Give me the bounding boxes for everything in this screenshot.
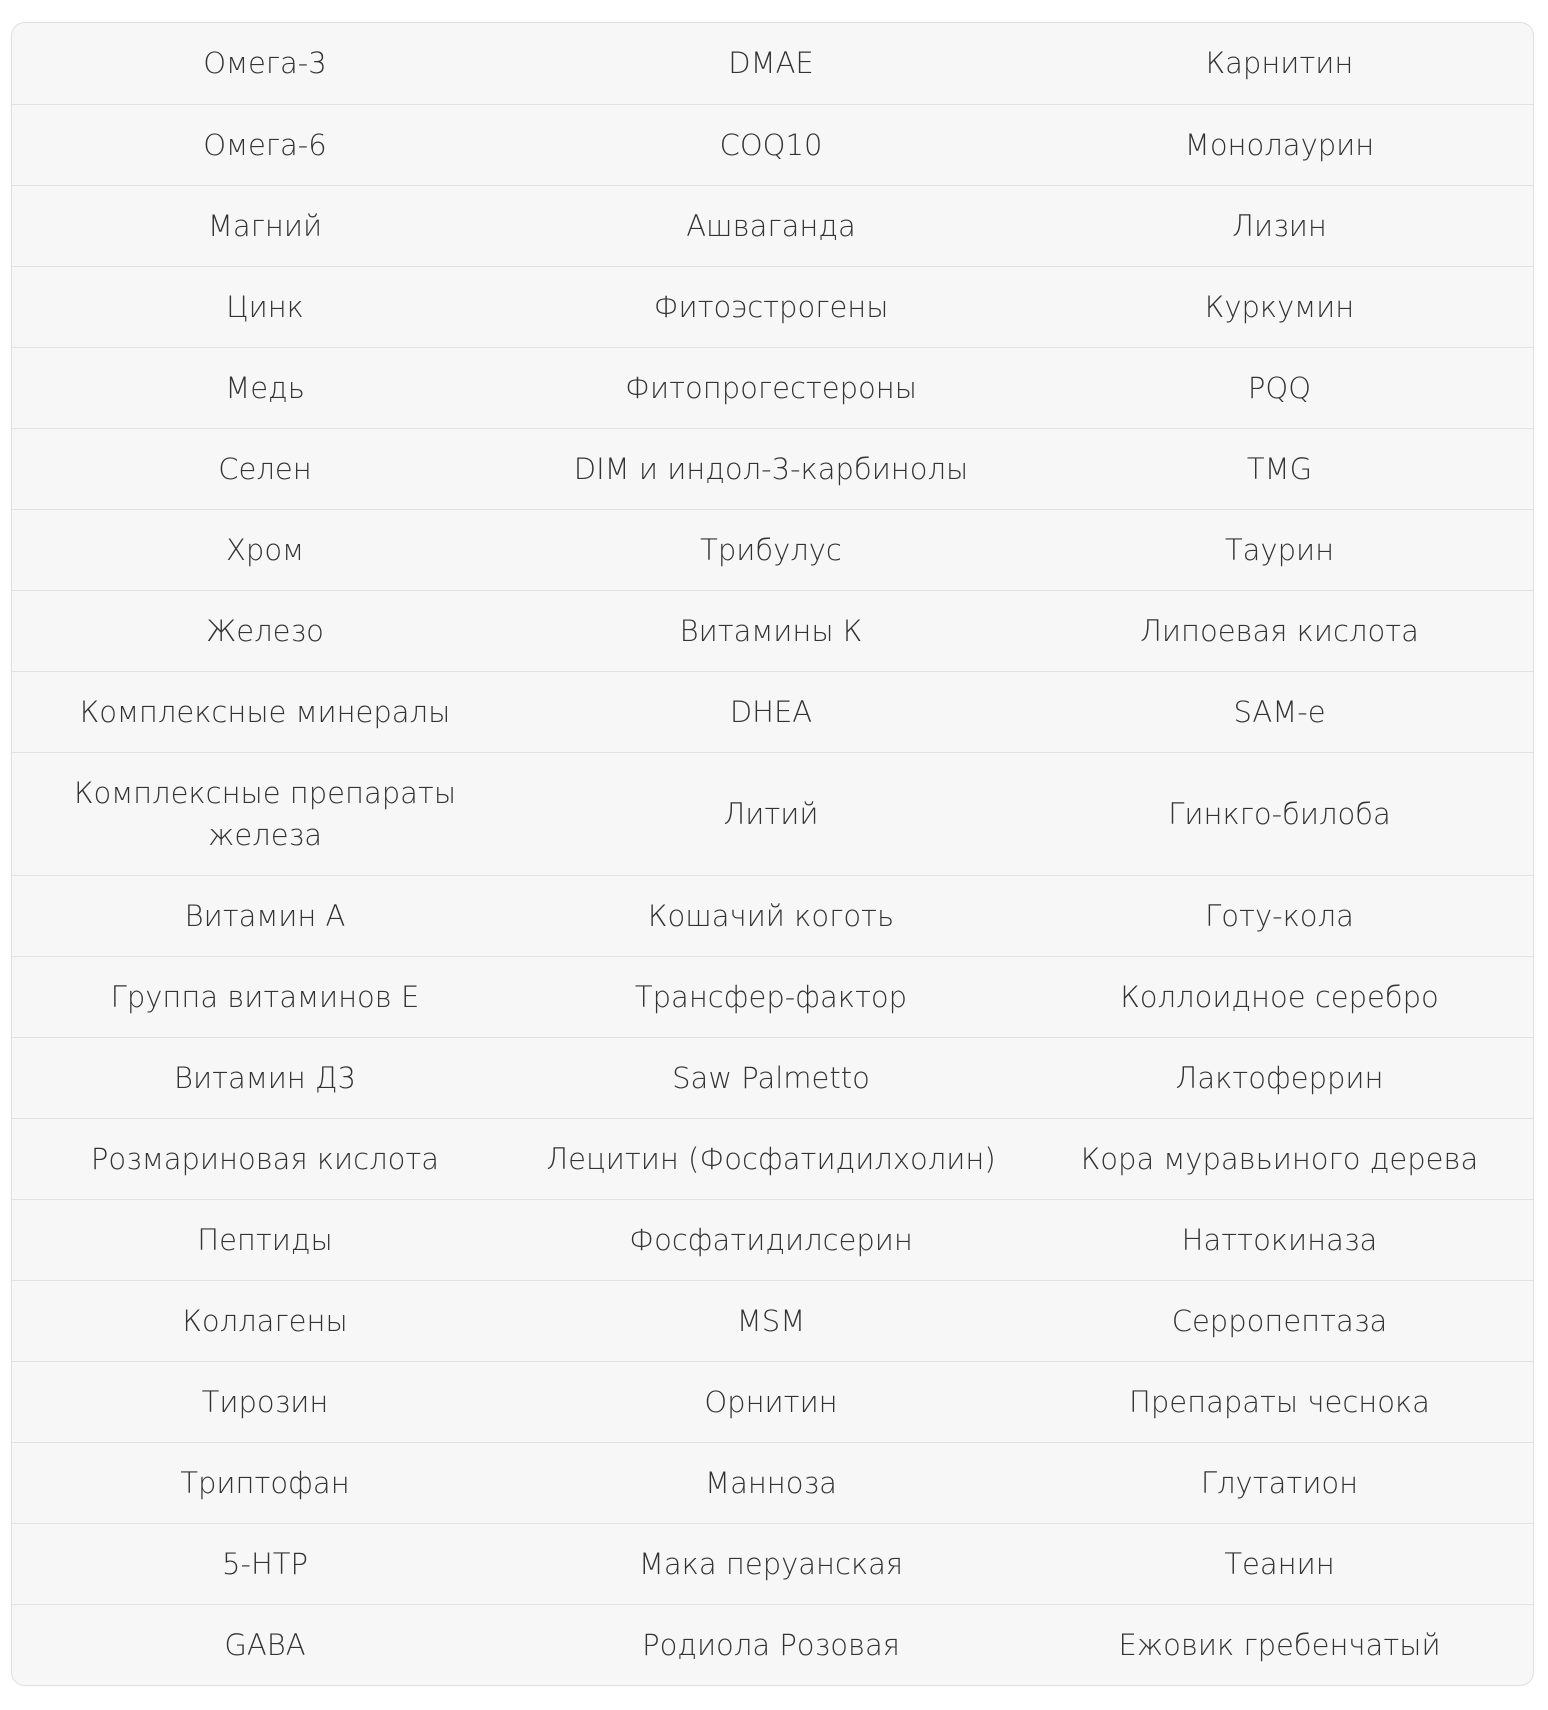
table-cell: Коллагены (12, 1280, 518, 1361)
table-row (12, 1604, 1534, 1685)
table-cell: Пептиды (12, 1199, 518, 1280)
table-row (12, 185, 1534, 266)
table-cell: Мака перуанская (518, 1523, 1024, 1604)
table-row (12, 1118, 1534, 1199)
table-row (12, 1037, 1534, 1118)
table-cell: DHEA (518, 671, 1024, 752)
table-cell: Манноза (518, 1442, 1024, 1523)
table-row (12, 956, 1534, 1037)
table-cell: Глутатион (1024, 1442, 1534, 1523)
table-cell: Монолаурин (1024, 104, 1534, 185)
table-cell: Селен (12, 428, 518, 509)
table-cell: GABA (224, 1627, 306, 1662)
table-cell: Магний (12, 185, 518, 266)
table-row (12, 1199, 1534, 1280)
table-cell: Гинкго-билоба (1024, 752, 1534, 875)
table-cell: Хром (12, 509, 518, 590)
table-cell: Витамин Д3 (12, 1037, 518, 1118)
table-cell: Препараты чеснока (1024, 1361, 1534, 1442)
table-cell: SAM-е (1024, 671, 1534, 752)
table-cell: Орнитин (518, 1361, 1024, 1442)
supplements-table-card (11, 22, 1534, 1686)
table-cell: Липоевая кислота (1024, 590, 1534, 671)
table-cell: Кора муравьиного дерева (1024, 1118, 1534, 1199)
table-row (12, 428, 1534, 509)
table-cell: Теанин (1024, 1523, 1534, 1604)
table-row (12, 671, 1534, 752)
table-cell: Витамины К (518, 590, 1024, 671)
table-cell: Комплексные минералы (12, 671, 518, 752)
table-cell: Трансфер-фактор (518, 956, 1024, 1037)
table-cell: Ежовик гребенчатый (1118, 1627, 1441, 1662)
table-cell: Готу-кола (1024, 875, 1534, 956)
table-row (12, 347, 1534, 428)
table-cell: Серропептаза (1024, 1280, 1534, 1361)
table-cell: Карнитин (1024, 23, 1534, 104)
supplements-table (12, 23, 1534, 1685)
table-row (12, 104, 1534, 185)
table-cell: Витамин А (12, 875, 518, 956)
table-cell: PQQ (1024, 347, 1534, 428)
table-cell: Коллоидное серебро (1024, 956, 1534, 1037)
table-cell: Тирозин (12, 1361, 518, 1442)
table-cell: Комплексные препараты железа (12, 752, 518, 875)
table-row (12, 752, 1534, 875)
table-cell: Фосфатидилсерин (518, 1199, 1024, 1280)
table-cell: Фитоэстрогены (518, 266, 1024, 347)
table-cell: Лизин (1024, 185, 1534, 266)
supplements-table-body (12, 23, 1534, 1685)
table-cell: Фитопрогестероны (518, 347, 1024, 428)
table-row (12, 1442, 1534, 1523)
table-cell: Лактоферрин (1024, 1037, 1534, 1118)
table-cell: Трибулус (518, 509, 1024, 590)
table-cell: Таурин (1024, 509, 1534, 590)
table-cell: Железо (12, 590, 518, 671)
table-cell: Омега-6 (12, 104, 518, 185)
table-cell: 5-HTP (12, 1523, 518, 1604)
table-cell: Медь (12, 347, 518, 428)
table-row (12, 266, 1534, 347)
table-cell: Группа витаминов Е (12, 956, 518, 1037)
table-cell: Наттокиназа (1024, 1199, 1534, 1280)
table-row (12, 509, 1534, 590)
table-cell: Розмариновая кислота (12, 1118, 518, 1199)
table-cell: Кошачий коготь (518, 875, 1024, 956)
table-row (12, 875, 1534, 956)
table-cell: Лецитин (Фосфатидилхолин) (518, 1118, 1024, 1199)
table-cell: DIM и индол-3-карбинолы (518, 428, 1024, 509)
table-row (12, 1361, 1534, 1442)
table-cell: DMAE (518, 23, 1024, 104)
table-row (12, 1523, 1534, 1604)
table-row (12, 1280, 1534, 1361)
table-row (12, 23, 1534, 104)
table-cell: Триптофан (12, 1442, 518, 1523)
table-cell: Куркумин (1024, 266, 1534, 347)
table-cell: TMG (1024, 428, 1534, 509)
table-cell: Saw Palmetto (518, 1037, 1024, 1118)
table-row (12, 590, 1534, 671)
table-cell: Ашваганда (518, 185, 1024, 266)
table-cell: Литий (518, 752, 1024, 875)
table-cell: MSM (518, 1280, 1024, 1361)
table-cell: Цинк (12, 266, 518, 347)
table-cell: Омега-3 (12, 23, 518, 104)
table-cell: COQ10 (518, 104, 1024, 185)
table-cell: Родиола Розовая (642, 1627, 900, 1662)
